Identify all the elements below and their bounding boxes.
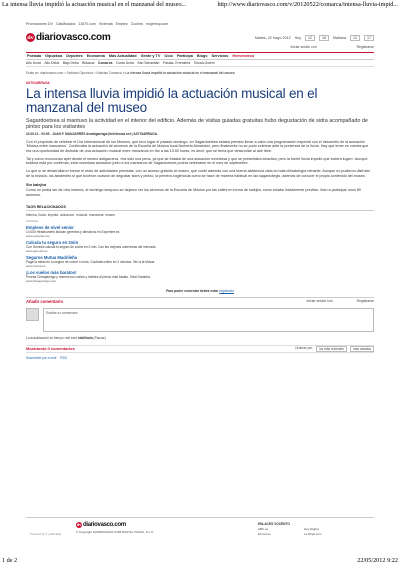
- article-page: [26, 22, 374, 360]
- ad-url[interactable]: www.experteer.es: [26, 233, 50, 238]
- breadcrumb-item[interactable]: > Noticias Comarca: [93, 71, 122, 75]
- comment-header: [26, 297, 374, 305]
- weather-tomorrow-min: 17: [364, 35, 374, 41]
- print-url: http://www.diariovasco.com/v/20120522/comarca/intensa-lluvia-impid...: [217, 1, 398, 8]
- ad-item[interactable]: [26, 240, 374, 253]
- powered-by: Powered by © publicidad: [30, 532, 61, 536]
- ad-title[interactable]: ¡Los vuelos más baratos!: [26, 269, 77, 275]
- footer-link[interactable]: El Correo: [258, 532, 271, 536]
- nav-item-actualidad[interactable]: Más Actualidad: [108, 54, 137, 58]
- footer-link[interactable]: Hoy Digital: [304, 527, 319, 531]
- subnav-item[interactable]: San Sebastián: [137, 61, 160, 65]
- sort-controls: [295, 346, 374, 352]
- nav-item-deportes[interactable]: Deportes: [66, 54, 83, 58]
- ad-url[interactable]: www.genesis.es: [26, 248, 48, 253]
- ads-label: Publicidad: [26, 219, 38, 223]
- article-body: [26, 140, 374, 198]
- subnav-item-selected[interactable]: Comarca: [97, 61, 113, 65]
- footer-links-title: ENLACES VOCENTO: [258, 522, 290, 526]
- comment-login-text: Para poder comentar debes estar: [166, 288, 219, 293]
- article-subhead: Sagardoetxea sí mantuvo la actividad en el interior del edificio. Además de visitas guiadas gratuitas hubo degustación de sidra acompañado de pintxo para los visitantes: [26, 118, 368, 130]
- section-tag[interactable]: ASTIGARRAGA: [26, 81, 50, 85]
- article-byline: 22.05.12 - 03:09 - JUAN F. MANJARRÉS dvastigarraga@telefonica.net | ASTIGARRAGA.: [26, 132, 158, 136]
- pause-link[interactable]: (Pausar): [93, 335, 106, 340]
- print-title: La intensa lluvia impidió la actuación musical en el manzanal del museo...: [2, 1, 187, 8]
- dv-logo-icon: dv: [76, 523, 82, 527]
- sort-votes-button[interactable]: más votados: [350, 346, 374, 352]
- sub-nav: [26, 60, 374, 67]
- ad-title[interactable]: Seguros Mutua Madrileña: [26, 254, 77, 260]
- comment-auth: [306, 299, 374, 303]
- add-comment-title: Añadir comentario: [26, 298, 63, 304]
- sort-recent-button[interactable]: los más recientes: [316, 346, 347, 352]
- tags-list[interactable]: intensa, lluvia, impidió, actuacion, musical, manzanal, museo: [26, 212, 116, 217]
- comment-input[interactable]: Escribe su comentario: [43, 308, 374, 332]
- footer-link[interactable]: ABC.es: [258, 527, 269, 531]
- footer-links: [258, 527, 350, 536]
- weather-today-label: Hoy: [294, 36, 301, 40]
- ad-title[interactable]: Calcula tu seguro en 2min: [26, 239, 79, 245]
- register-link[interactable]: registrado: [219, 288, 234, 293]
- print-datetime: 22/05/2012 9:22: [357, 557, 398, 564]
- main-nav: [26, 52, 374, 60]
- nav-item-gipuzkoa[interactable]: Gipuzkoa: [45, 54, 63, 58]
- footer-site-name: diariovasco.com: [83, 522, 126, 528]
- subnav-item[interactable]: Tolosa-Goierri: [193, 61, 215, 65]
- nav-item-portada[interactable]: Portada: [27, 54, 42, 58]
- current-date: Martes, 22 mayo 2012: [254, 36, 291, 40]
- nav-item-gente[interactable]: Gente y TV: [140, 54, 161, 58]
- weather-tomorrow-label: Mañana: [333, 36, 346, 40]
- subnav-item[interactable]: Pasaia- Errenteria: [162, 61, 191, 65]
- footer-link[interactable]: La Rioja.com: [304, 532, 322, 536]
- subnav-item[interactable]: Bidasoa: [82, 61, 95, 65]
- comments-bar: [26, 345, 374, 353]
- date-weather-bar: [255, 35, 374, 41]
- tags-title: TAGS RELACIONADOS: [26, 205, 374, 211]
- ad-item[interactable]: [26, 255, 374, 268]
- comment-login-link[interactable]: Iniciar sesión con: [306, 299, 333, 304]
- dv-logo-icon: dv: [27, 34, 34, 41]
- ad-title[interactable]: Empleos de nivel senior: [26, 224, 74, 230]
- nav-item-blogs[interactable]: Blogs: [196, 54, 208, 58]
- print-header: [0, 0, 400, 10]
- article-paragraph: Con el propósito de celebrar el Día Internacional de los Museos, que tuvo lugar el pasado domingo, en Sagardoetxea estaba previsto llevar a cabo una programación especial con el desarrollo de la actuación 'Música entre manzanos'. Conllevaba la actuación de alumnos de la Escuela de Música local Norberto Almandoz, pero finalmente no se pudo celebrar ante la presencia de la lluvia. Hay que tener en cuenta que era una oportunidad de disfrutar de una actuación musical entre manzanos en flor a las 13:00 horas, es decir, que se tenía que desarrollar al aire libre.: [26, 139, 369, 153]
- weather-tomorrow-max: 12: [350, 35, 360, 41]
- comment-register-link[interactable]: Registrarse: [356, 299, 374, 304]
- ad-description: Con Genesis calcula tu seguro de coche en 2 min. Con las mejores coberturas del mercado.: [26, 244, 157, 249]
- subnav-item[interactable]: Costa Urola: [115, 61, 134, 65]
- top-nav-item[interactable]: Empleo: [115, 22, 128, 26]
- subnav-item[interactable]: Alto Urola: [26, 61, 41, 65]
- ad-item[interactable]: [26, 225, 374, 238]
- breadcrumb: [26, 71, 374, 76]
- weather-today-max: 12: [305, 35, 315, 41]
- comment-login-notice: [26, 289, 374, 293]
- top-nav: [26, 22, 374, 29]
- realtime-state: habilitada: [77, 335, 93, 340]
- related-tags: [26, 205, 374, 217]
- subnav-item[interactable]: Alto Deba: [44, 61, 60, 65]
- article-paragraph: Tal y como reconocían ayer desde el museo astigarrarra, «ha sido una pena, ya que se trataba de una actuación novedosa y que se presentaba atractiva, pero la fuerte lluvia impidió que tuviera lugar». Aunque todavía está por confirmar, esta novedosa actuación junto a los manzanos de Sagardoetxea podría celebrarse en el mes de septiembre.: [26, 156, 368, 166]
- subnav-item[interactable]: Bajo Deba: [62, 61, 79, 65]
- top-nav-item[interactable]: Promociones DV: [26, 22, 53, 26]
- copyright: © Copyright DIARIOVASCO.COM DIGITAL VASCA, S.L.U.: [76, 530, 155, 534]
- realtime-label: La actualización en tiempo real está: [26, 335, 77, 340]
- print-page-number: 1 de 2: [2, 557, 18, 564]
- login-link[interactable]: Iniciar sesión con: [290, 45, 317, 49]
- comment-count: Mostrando 0 comentarios: [26, 346, 75, 352]
- nav-item-ocio[interactable]: Ocio: [164, 54, 173, 58]
- register-link[interactable]: Registrarse: [356, 45, 374, 49]
- ad-description: Prueba Cheapandgo y reserva tus vuelos y hoteles al precio más barato. Total Garantía.: [26, 274, 151, 279]
- ad-item[interactable]: [26, 270, 374, 283]
- sort-label: Ordenar por:: [295, 345, 314, 350]
- nav-item-servicios[interactable]: Servicios: [211, 54, 229, 58]
- login-row: [290, 45, 374, 49]
- email-subscribe-link[interactable]: Suscríbete por e-mail: [26, 355, 57, 360]
- top-nav-item[interactable]: mujerhoy.com: [145, 22, 169, 26]
- site-name: diariovasco.com: [36, 32, 111, 43]
- breadcrumb-label: Estás en:: [26, 71, 40, 75]
- footer-logo[interactable]: [76, 522, 126, 528]
- masthead: [26, 32, 374, 50]
- subscribe-links: [26, 356, 374, 360]
- article-paragraph: Como no podía ser de otra manera, el domingo tampoco se dejaron ver los alumnos de la Escuela de Música por las calles en forma de kalejira, como estaba inicialmente previsto. Iban a participar unos 80 alumnos.: [26, 188, 361, 197]
- print-footer: [0, 556, 400, 566]
- site-footer: [26, 517, 374, 547]
- article-paragraph: Lo que sí se desarrollaron fueron el resto de actividades previstas, con un acceso gratuito al museo, que contó además con una buena asistencia vista la mala climatología reinante. Aunque no pudieron disfrutar de la música, los asistentes sí que tuvieron ocasión de degustar sidra y pintxo, la primera cogiéndola como se hace de manera habitual en las sagardotegis, además de conocer el propio contenido del museo.: [26, 169, 370, 179]
- top-nav-item[interactable]: 11870.com: [78, 22, 96, 26]
- comment-form: [26, 308, 374, 332]
- breadcrumb-current: > La intensa lluvia impidió la actuación musical en el manzanal del museo: [122, 71, 235, 75]
- ad-description: 10.000 Headhunters buscan gerentes y directivos en Experteer.es: [26, 229, 120, 234]
- ads-block: [26, 220, 374, 283]
- nav-item-economia[interactable]: Economía: [86, 54, 105, 58]
- top-nav-item[interactable]: Coches: [130, 22, 143, 26]
- nav-item-hemeroteca[interactable]: Hemeroteca: [232, 54, 255, 58]
- article-subheading: Sin kalejira: [26, 182, 47, 187]
- top-nav-item[interactable]: Clasificados: [55, 22, 76, 26]
- article-headline: La intensa lluvia impidió la actuación musical en el manzanal del museo: [26, 86, 318, 115]
- ad-url[interactable]: www.cheapandgo.com: [26, 278, 57, 283]
- avatar: [26, 308, 39, 321]
- breadcrumb-item[interactable]: diariovasco.com: [40, 71, 64, 75]
- ad-description: Paga la mitad en tu seguro de coche o moto. Contrata online en 2 minutos. Ven a la Mutua.: [26, 259, 155, 264]
- top-nav-item[interactable]: Vivienda: [98, 22, 113, 26]
- breadcrumb-item[interactable]: > Noticias Gipuzkoa: [64, 71, 93, 75]
- nav-item-participa[interactable]: Participa: [176, 54, 193, 58]
- rss-link[interactable]: RSS: [60, 355, 67, 360]
- site-logo[interactable]: [26, 32, 110, 43]
- weather-today-min: 16: [319, 35, 329, 41]
- ad-url[interactable]: www.mutua.es: [26, 263, 46, 268]
- realtime-status: [26, 336, 374, 340]
